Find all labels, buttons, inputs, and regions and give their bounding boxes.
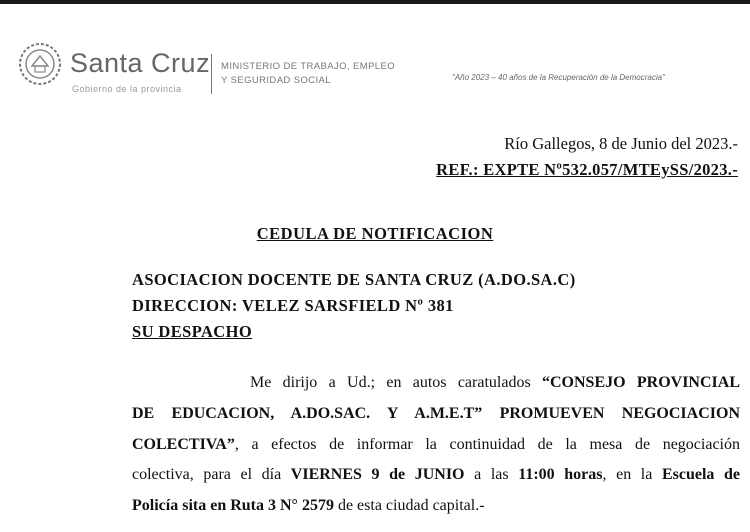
ministry-name [221, 60, 395, 88]
body-text: a las [464, 466, 519, 483]
letterhead [18, 40, 738, 110]
province-seal-icon [18, 42, 62, 86]
body-text: , a efectos de informar la continuidad de la mesa de negociación [234, 436, 740, 453]
ministry-line-1: MINISTERIO DE TRABAJO, EMPLEO [221, 61, 396, 72]
meeting-place: Escuela de [661, 466, 741, 483]
meeting-place: Policía sita en Ruta 3 N° 2579 [132, 497, 334, 514]
brand-subtitle: Gobierno de la provincia [72, 84, 182, 94]
case-title: COLECTIVA” [132, 436, 235, 453]
letterhead-divider [211, 54, 212, 94]
top-border [0, 0, 750, 4]
ministry-line-2: Y SEGURIDAD SOCIAL [221, 75, 331, 86]
body-line-1 [250, 374, 740, 392]
date-line: Río Gallegos, 8 de Junio del 2023.- [504, 134, 738, 153]
body-line-3 [132, 436, 740, 454]
body-text: , en la [602, 466, 662, 483]
case-title: DE EDUCACION, A.DO.SAC. Y A.M.E.T” PROMUEVEN NEGOCIACION [132, 405, 740, 422]
meeting-time: 11:00 horas [518, 466, 603, 483]
document-title: CEDULA DE NOTIFICACION [256, 224, 494, 243]
meeting-date: VIERNES 9 de JUNIO [290, 466, 465, 483]
addressee-name: ASOCIACION DOCENTE DE SANTA CRUZ (A.DO.SA.C) [132, 270, 576, 289]
body-text: colectiva, para el día [132, 466, 291, 483]
addressee-direction: DIRECCION: VELEZ SARSFIELD Nº 381 [132, 296, 454, 315]
body-line-2 [132, 405, 740, 423]
addressee-office: SU DESPACHO [132, 322, 253, 341]
reference-number: REF.: EXPTE Nº532.057/MTEySS/2023.- [436, 160, 738, 179]
body-text: de esta ciudad capital.- [333, 497, 485, 514]
brand-name: Santa Cruz [70, 48, 211, 78]
case-title: “CONSEJO PROVINCIAL [542, 374, 740, 391]
year-motto: "Año 2023 – 40 años de la Recuperación de la Democracia" [452, 73, 665, 82]
body-line-4 [132, 466, 740, 484]
body-line-5 [132, 497, 485, 515]
body-text: Me dirijo a Ud.; en autos caratulados [250, 374, 542, 391]
